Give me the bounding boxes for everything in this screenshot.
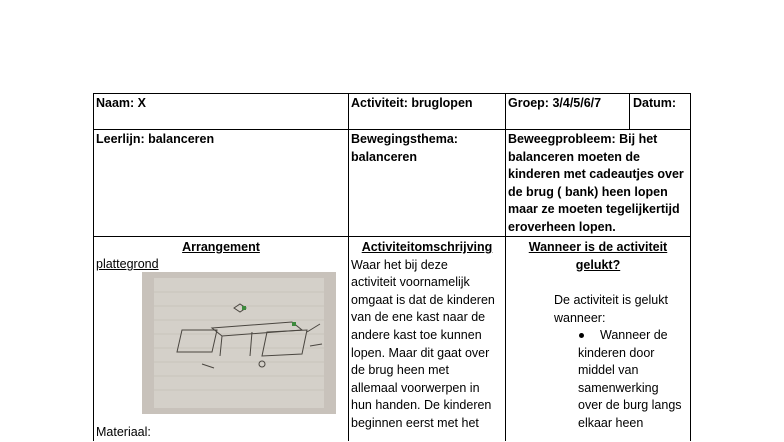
- gelukt-bullet-line: elkaar heen: [578, 415, 644, 430]
- leerlijn-field: Leerlijn: balanceren: [96, 132, 215, 146]
- gelukt-bullet-line: middel van: [578, 363, 639, 378]
- gelukt-heading-line: gelukt?: [575, 257, 621, 272]
- groep-field: Groep: 3/4/5/6/7: [508, 96, 602, 110]
- table-col-divider-3: [629, 93, 630, 130]
- materiaal-label: Materiaal:: [96, 425, 151, 439]
- omschrijving-line: hun handen. De kinderen: [351, 398, 492, 413]
- beweegprobleem-line: balanceren moeten de: [508, 149, 640, 164]
- omschrijving-line: omgaat is dat de kinderen: [351, 292, 495, 307]
- omschrijving-line: beginnen eerst met het: [351, 415, 479, 430]
- floor-plan-sketch: [142, 272, 336, 414]
- table-row-divider-1: [93, 129, 691, 130]
- arrangement-heading: Arrangement: [182, 240, 260, 254]
- gelukt-bullet-line: Wanneer de: [600, 328, 668, 342]
- omschrijving-line: van de ene kast naar de: [351, 310, 486, 325]
- floor-plan-photo: [142, 272, 336, 414]
- bewegingsthema-line: Bewegingsthema:: [351, 132, 458, 146]
- gelukt-bullet-line: over de burg langs: [578, 398, 682, 413]
- omschrijving-line: allemaal voorwerpen in: [351, 380, 480, 395]
- omschrijving-line: andere kast toe kunnen: [351, 327, 482, 342]
- omschrijving-text: [351, 257, 505, 433]
- table-border-right: [690, 93, 691, 441]
- gelukt-bullet-line: samenwerking: [578, 380, 659, 395]
- gelukt-intro: [554, 292, 668, 327]
- gelukt-bullet-line: kinderen door: [578, 345, 655, 360]
- beweegprobleem-line: de brug ( bank) heen lopen: [508, 184, 668, 199]
- table-col-divider-1: [348, 93, 349, 441]
- table-border-left: [93, 93, 94, 441]
- gelukt-bullet-continuation: [578, 345, 682, 433]
- omschrijving-line: de brug heen met: [351, 363, 449, 378]
- beweegprobleem-field: [508, 131, 690, 237]
- gelukt-intro-line: De activiteit is gelukt: [554, 293, 668, 307]
- omschrijving-line: lopen. Maar dit gaat over: [351, 345, 490, 360]
- beweegprobleem-line: Beweegprobleem: Bij het: [508, 132, 658, 146]
- gelukt-heading: [506, 239, 690, 274]
- beweegprobleem-line: eroverheen lopen.: [508, 219, 616, 234]
- plattegrond-label: plattegrond: [96, 257, 159, 271]
- datum-field: Datum:: [633, 96, 677, 110]
- beweegprobleem-line: kinderen met cadeautjes over: [508, 167, 684, 182]
- naam-field: Naam: X: [96, 96, 147, 110]
- omschrijving-line: activiteit voornamelijk: [351, 275, 470, 290]
- gelukt-bullet-text: [600, 327, 668, 345]
- table-border-top: [93, 93, 691, 94]
- beweegprobleem-line: maar ze moeten tegelijkertijd: [508, 202, 680, 217]
- omschrijving-heading: Activiteitomschrijving: [361, 240, 493, 254]
- bewegingsthema-line: balanceren: [351, 149, 418, 164]
- omschrijving-line: Waar het bij deze: [351, 257, 448, 272]
- activiteit-field: Activiteit: bruglopen: [351, 96, 473, 110]
- bewegingsthema-field: [351, 131, 501, 166]
- bullet-icon: [579, 333, 584, 338]
- gelukt-intro-line: wanneer:: [554, 310, 606, 325]
- gelukt-heading-line: Wanneer is de activiteit: [528, 240, 668, 254]
